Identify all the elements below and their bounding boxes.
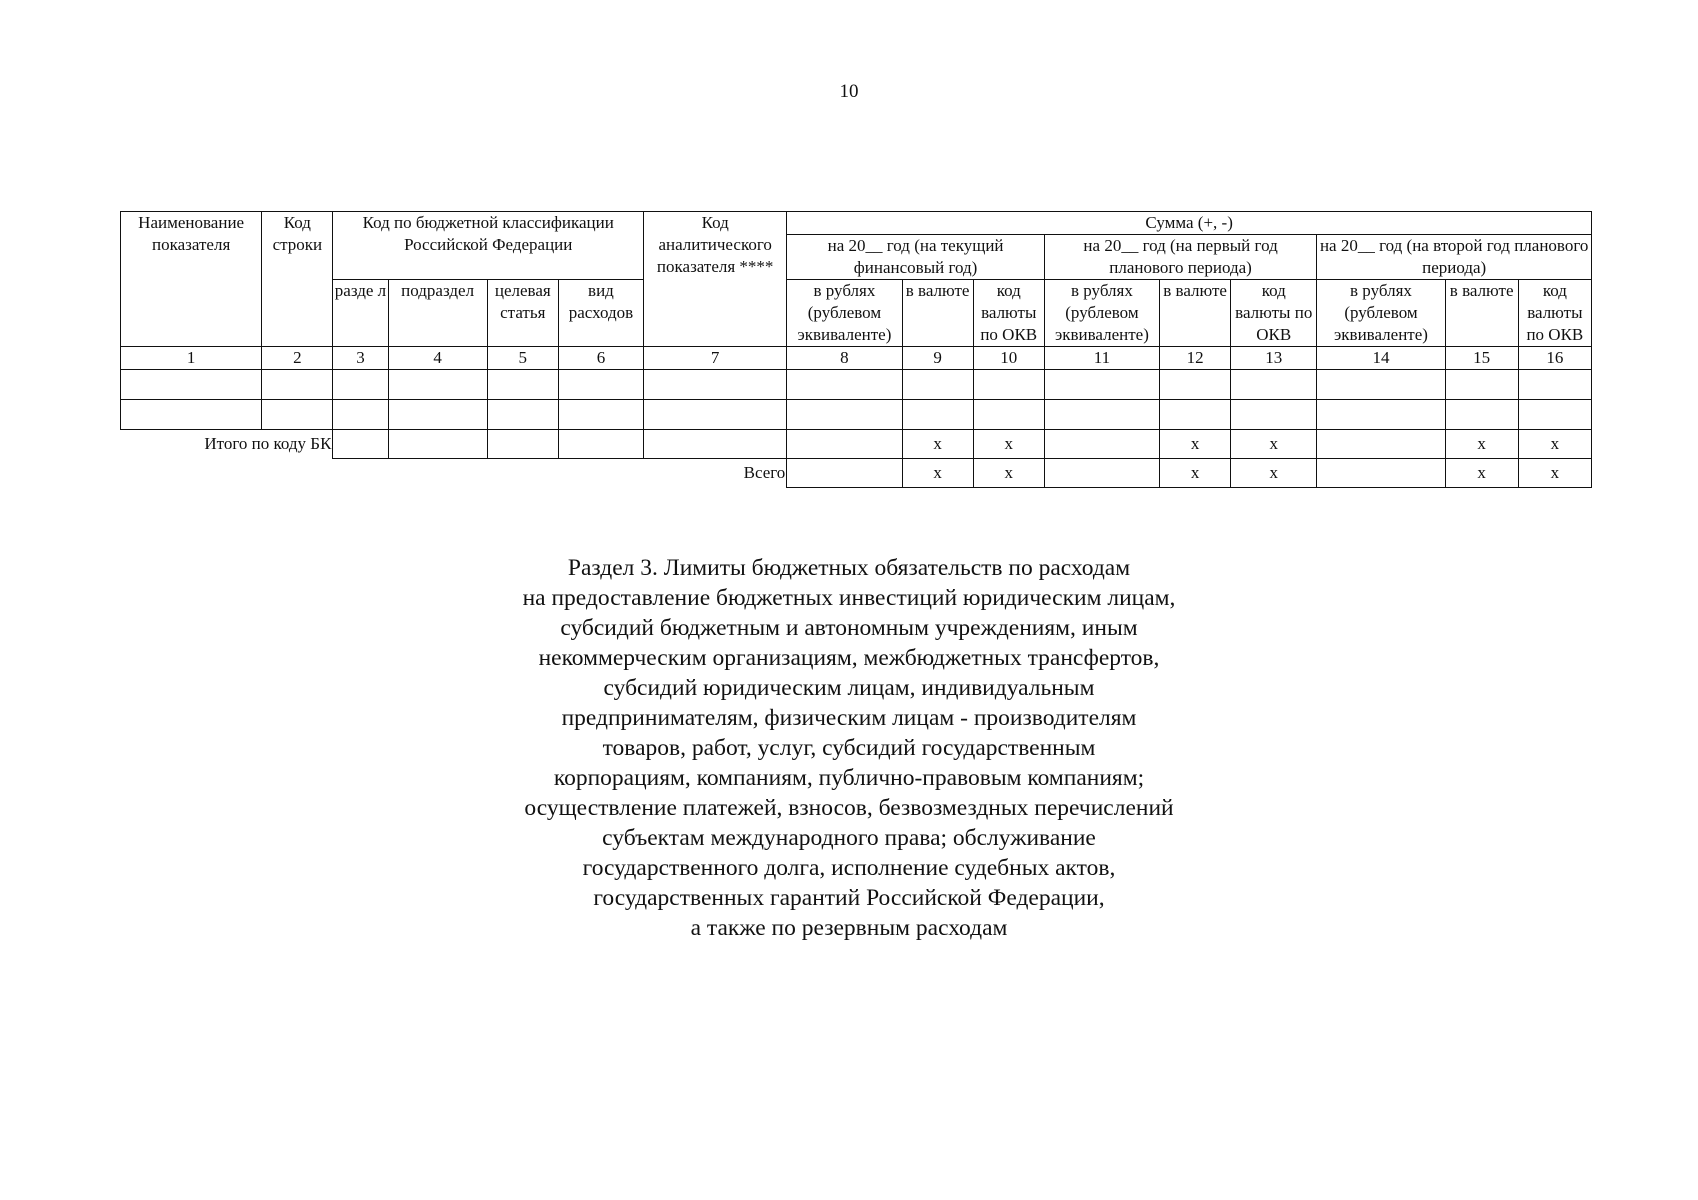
total-cell (333, 430, 388, 459)
header-expense-type: вид расходов (558, 280, 643, 347)
limits-table (120, 211, 1592, 488)
grand-total-cell (1044, 459, 1159, 488)
column-number: 14 (1317, 347, 1445, 370)
grand-total-cell: x (1160, 459, 1231, 488)
header-in-currency: в валюте (902, 280, 973, 347)
section-title-line: субсидий бюджетным и автономным учреждениям, иным (560, 615, 1138, 641)
total-cell: x (1518, 430, 1591, 459)
column-number: 9 (902, 347, 973, 370)
column-number: 15 (1445, 347, 1518, 370)
header-year-first: на 20__ год (на первый год планового периода) (1044, 235, 1317, 280)
table-cell (121, 370, 262, 400)
column-number: 7 (644, 347, 787, 370)
section-title-line: государственного долга, исполнение судебных актов, (582, 855, 1116, 881)
column-number: 4 (388, 347, 487, 370)
header-target-article: целевая статья (487, 280, 558, 347)
total-cell (787, 430, 902, 459)
header-name: Наименование показателя (121, 212, 262, 347)
section-title-line: на предоставление бюджетных инвестиций юридическим лицам, (522, 585, 1176, 611)
section-title-line: предпринимателям, физическим лицам - производителям (561, 705, 1137, 731)
table-cell (487, 400, 558, 430)
grand-total-row (121, 459, 1592, 488)
section-title-line: некоммерческим организациям, межбюджетных трансфертов, (538, 645, 1160, 671)
column-number: 6 (558, 347, 643, 370)
column-number: 12 (1160, 347, 1231, 370)
total-cell (1044, 430, 1159, 459)
column-number: 2 (262, 347, 333, 370)
grand-total-cell: x (1445, 459, 1518, 488)
table-row (121, 370, 1592, 400)
table-cell (1518, 370, 1591, 400)
section-title-line: субсидий юридическим лицам, индивидуальным (603, 675, 1095, 701)
table-cell (787, 370, 902, 400)
header-currency-code: код валюты по ОКВ (1518, 280, 1591, 347)
section-title-line: государственных гарантий Российской Федерации, (593, 885, 1105, 911)
table-cell (333, 370, 388, 400)
table-row (121, 400, 1592, 430)
column-number: 11 (1044, 347, 1159, 370)
total-cell: x (973, 430, 1044, 459)
total-cell (558, 430, 643, 459)
header-rub-equiv: в рублях (рублевом эквиваленте) (1044, 280, 1159, 347)
grand-total-label: Всего (743, 463, 786, 483)
table-cell (1445, 400, 1518, 430)
grand-total-cell (787, 459, 902, 488)
header-analytic-code: Код аналитического показателя **** (644, 212, 787, 347)
header-rub-equiv: в рублях (рублевом эквиваленте) (787, 280, 902, 347)
total-by-bk-row (121, 430, 1592, 459)
header-currency-code: код валюты по ОКВ (1231, 280, 1317, 347)
header-in-currency: в валюте (1445, 280, 1518, 347)
table-cell (1160, 370, 1231, 400)
table-cell (1231, 400, 1317, 430)
table-cell (902, 400, 973, 430)
total-cell: x (1445, 430, 1518, 459)
table-cell (973, 370, 1044, 400)
grand-total-cell: x (973, 459, 1044, 488)
column-number: 16 (1518, 347, 1591, 370)
table-cell (558, 400, 643, 430)
table-cell (487, 370, 558, 400)
column-number: 10 (973, 347, 1044, 370)
total-cell: x (902, 430, 973, 459)
total-cell (644, 430, 787, 459)
section-title-line: товаров, работ, услуг, субсидий государственным (602, 735, 1096, 761)
table-cell (1518, 400, 1591, 430)
table-cell (262, 400, 333, 430)
total-by-bk-label: Итого по коду БК (204, 434, 332, 454)
table-cell (902, 370, 973, 400)
section-title-line: а также по резервным расходам (690, 915, 1008, 941)
table-cell (333, 400, 388, 430)
table-cell (1160, 400, 1231, 430)
header-currency-code: код валюты по ОКВ (973, 280, 1044, 347)
table-cell (1044, 370, 1159, 400)
table-cell (973, 400, 1044, 430)
grand-total-cell (1317, 459, 1445, 488)
section-title-line: Раздел 3. Лимиты бюджетных обязательств по расходам (567, 555, 1131, 581)
table-cell (1317, 370, 1445, 400)
total-cell (388, 430, 487, 459)
header-rub-equiv: в рублях (рублевом эквиваленте) (1317, 280, 1445, 347)
table-cell (388, 370, 487, 400)
column-number: 5 (487, 347, 558, 370)
total-cell: x (1160, 430, 1231, 459)
header-line-code: Код строки (262, 212, 333, 347)
table-cell (558, 370, 643, 400)
column-numbers-row (121, 347, 1592, 370)
table-cell (644, 370, 787, 400)
table-cell (1317, 400, 1445, 430)
header-in-currency: в валюте (1160, 280, 1231, 347)
header-sum: Сумма (+, -) (787, 212, 1592, 235)
table-cell (388, 400, 487, 430)
page-number: 10 (839, 81, 859, 102)
column-number: 8 (787, 347, 902, 370)
table-cell (1231, 370, 1317, 400)
header-year-current: на 20__ год (на текущий финансовый год) (787, 235, 1045, 280)
section-title-line: корпорациям, компаниям, публично-правовым компаниям; (553, 765, 1145, 791)
table-cell (262, 370, 333, 400)
table-cell (1445, 370, 1518, 400)
total-cell (487, 430, 558, 459)
header-podrazdel: подраздел (388, 280, 487, 347)
column-number: 1 (121, 347, 262, 370)
total-cell (1317, 430, 1445, 459)
header-razdel: разде л (333, 280, 388, 347)
section-title-line: субъектам международного права; обслуживание (602, 825, 1096, 851)
section-title-line: осуществление платежей, взносов, безвозмездных перечислений (524, 795, 1174, 821)
table-cell (787, 400, 902, 430)
column-number: 3 (333, 347, 388, 370)
header-budget-classification: Код по бюджетной классификации Российской Федерации (333, 212, 644, 280)
grand-total-cell: x (902, 459, 973, 488)
column-number: 13 (1231, 347, 1317, 370)
grand-total-cell: x (1231, 459, 1317, 488)
section-title (349, 553, 1349, 943)
table-cell (1044, 400, 1159, 430)
table-cell (644, 400, 787, 430)
header-year-second: на 20__ год (на второй год планового периода) (1317, 235, 1592, 280)
table-cell (121, 400, 262, 430)
grand-total-cell: x (1518, 459, 1591, 488)
total-cell: x (1231, 430, 1317, 459)
